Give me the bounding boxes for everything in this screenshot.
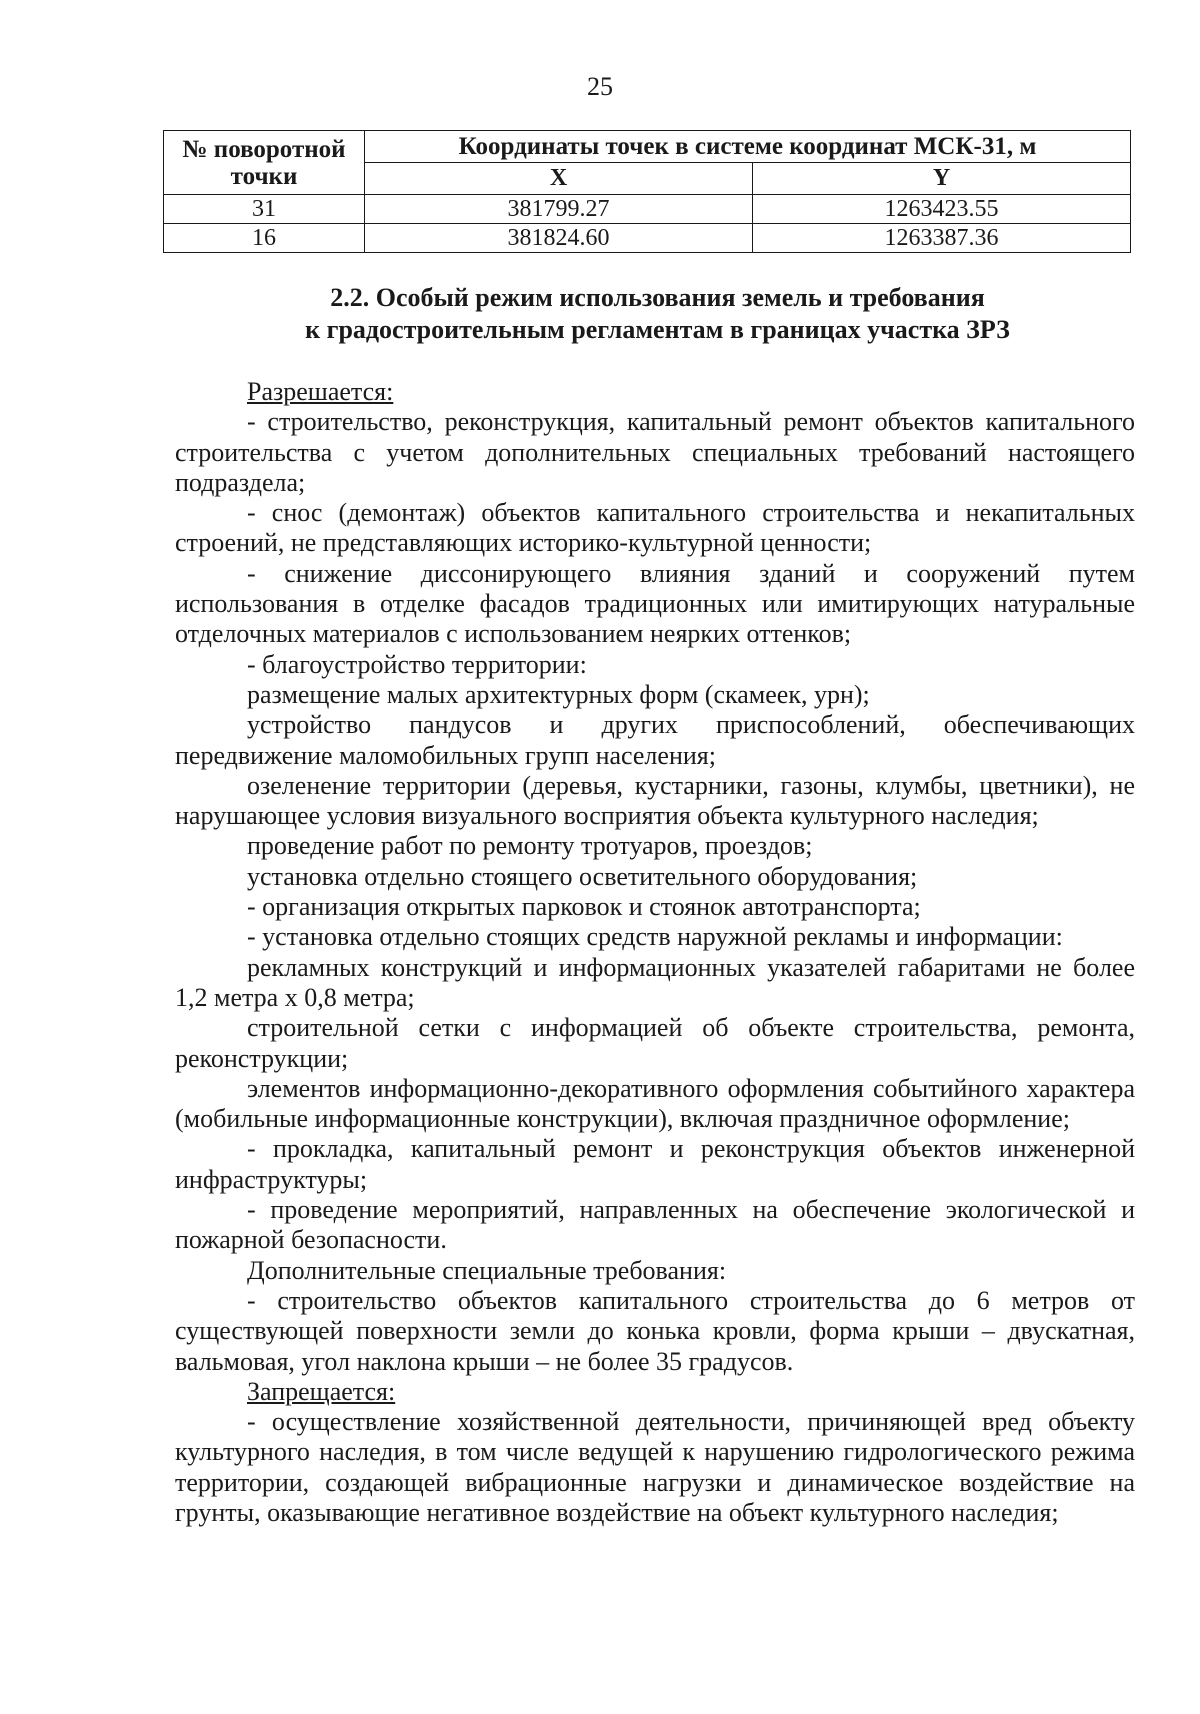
table-row (164, 224, 1131, 253)
paragraph: - осуществление хозяйственной деятельности, причиняющей вред объекту культурного наследия, в том числе ведущей к нарушению гидрологического режима территории, создающей вибрационные нагрузки и динамическое воздействие на грунты, оказывающие негативное воздействие на объект культурного наследия; (175, 1407, 1135, 1527)
body-text (175, 377, 1135, 1528)
paragraph: рекламных конструкций и информационных указателей габаритами не более 1,2 метра х 0,8 метра; (175, 952, 1135, 1012)
paragraph: - организация открытых парковок и стоянок автотранспорта; (247, 892, 921, 922)
paragraph: проведение работ по ремонту тротуаров, проездов; (247, 831, 813, 861)
paragraph: установка отдельно стоящего осветительного оборудования; (247, 861, 918, 891)
cell-point: 31 (164, 195, 365, 224)
paragraph: - строительство объектов капитального строительства до 6 метров от существующей поверхности земли до конька кровли, форма крыши – двускатная, вальмовая, угол наклона крыши – не более 35 градусов. (175, 1285, 1135, 1376)
paragraph: - строительство, реконструкция, капитальный ремонт объектов капитального строительства с учетом дополнительных специальных требований настоящего подраздела; (175, 407, 1135, 497)
coordinates-table (163, 130, 1131, 253)
section-heading-line-1: 2.2. Особый режим использования земель и требования (330, 283, 985, 312)
cell-y: 1263387.36 (753, 224, 1131, 253)
cell-x: 381824.60 (365, 224, 753, 253)
cell-point: 16 (164, 224, 365, 253)
paragraph: - благоустройство территории: (247, 649, 587, 679)
table-header-point: № поворотной точки (164, 131, 365, 195)
paragraph: устройство пандусов и других приспособлений, обеспечивающих передвижение маломобильных групп населения; (175, 710, 1135, 770)
table-header-x: X (365, 163, 753, 195)
cell-y: 1263423.55 (753, 195, 1131, 224)
paragraph: озеленение территории (деревья, кустарники, газоны, клумбы, цветники), не нарушающее условия визуального восприятия объекта культурного наследия; (175, 770, 1135, 831)
paragraph: - снос (демонтаж) объектов капитального строительства и некапитальных строений, не представляющих историко-культурной ценности; (175, 498, 1135, 558)
table-row (164, 195, 1131, 224)
paragraph: размещение малых архитектурных форм (скамеек, урн); (247, 679, 870, 709)
section-heading (0, 282, 1200, 346)
paragraph: Дополнительные специальные требования: (247, 1255, 727, 1285)
permitted-label: Разрешается: (247, 377, 394, 406)
table-header-y: Y (753, 163, 1131, 195)
paragraph: строительной сетки с информацией об объекте строительства, ремонта, реконструкции; (175, 1013, 1135, 1073)
paragraph: - проведение мероприятий, направленных на обеспечение экологической и пожарной безопасности. (175, 1195, 1135, 1255)
paragraph: элементов информационно-декоративного оформления событийного характера (мобильные информационные конструкции), включая праздничное оформление; (175, 1073, 1135, 1134)
paragraph: - прокладка, капитальный ремонт и реконструкция объектов инженерной инфраструктуры; (175, 1134, 1135, 1194)
cell-x: 381799.27 (365, 195, 753, 224)
paragraph: - снижение диссонирующего влияния зданий и сооружений путем использования в отделке фасадов традиционных или имитирующих натуральные отделочных материалов с использованием неярких оттенков; (175, 558, 1135, 649)
page-number: 25 (587, 72, 613, 101)
section-heading-line-2: к градостроительным регламентам в границах участка ЗРЗ (305, 315, 1010, 344)
prohibited-label: Запрещается: (247, 1376, 396, 1406)
table-header-coords: Координаты точек в системе координат МСК-31, м (365, 131, 1131, 163)
paragraph: - установка отдельно стоящих средств наружной рекламы и информации: (247, 922, 1063, 952)
